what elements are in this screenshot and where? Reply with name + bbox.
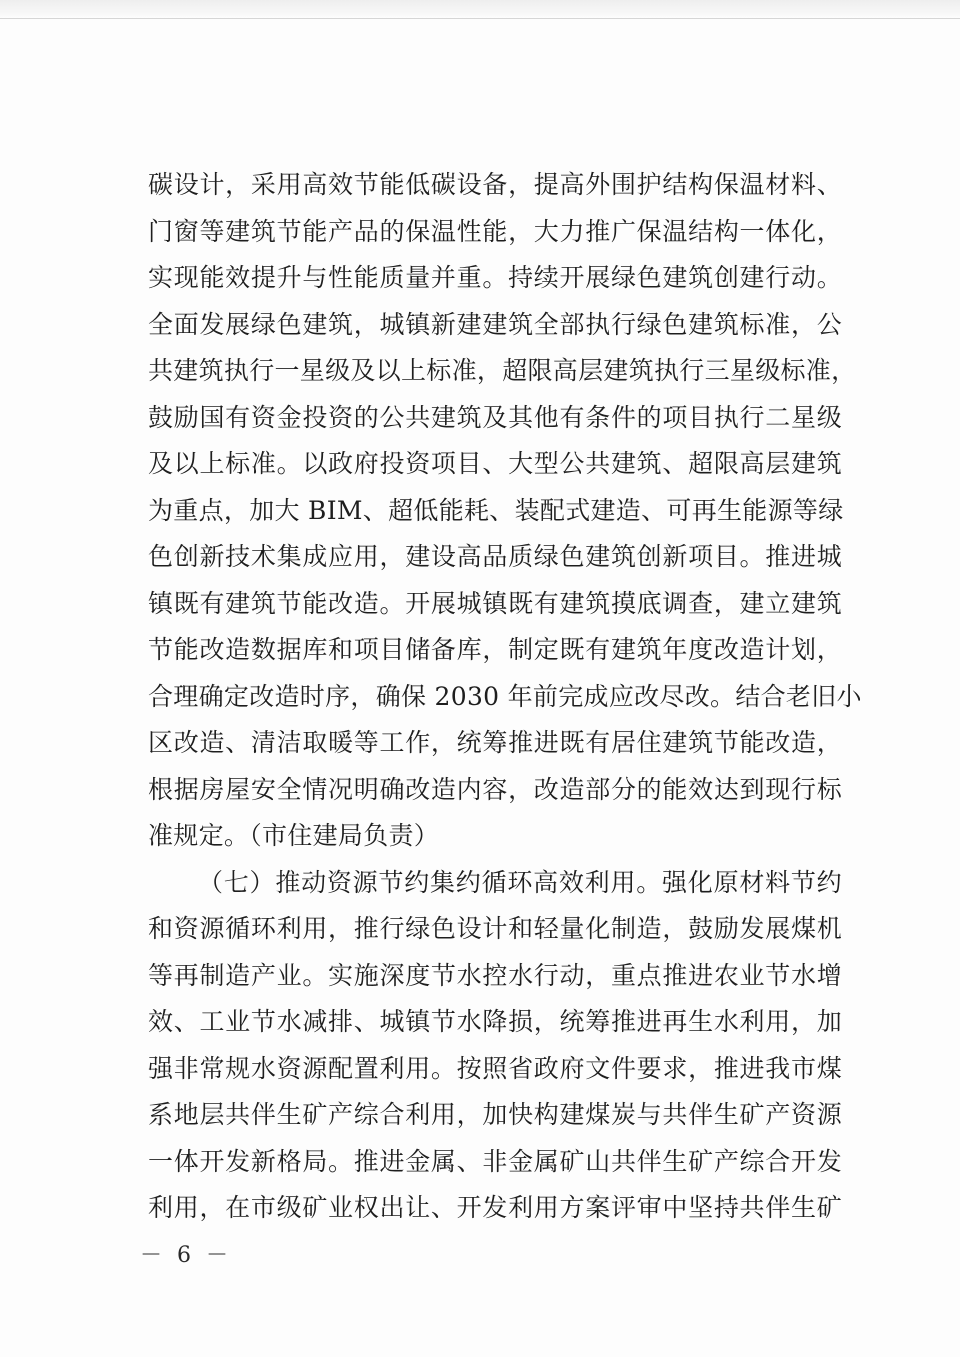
text-line: 节能改造数据库和项目储备库，制定既有建筑年度改造计划， [148,635,842,664]
text-line: 根据房屋安全情况明确改造内容，改造部分的能效达到现行标 [148,774,842,804]
text-line: 为重点，加大 BIM、超低能耗、装配式建造、可再生能源等绿 [148,495,844,525]
scan-top-edge [0,0,960,19]
text-line: 效、工业节水减排、城镇节水降损，统筹推进再生水利用，加 [148,1007,842,1036]
text-line: 合理确定改造时序，确保 2030 年前完成应改尽改。结合老旧小 [148,681,862,711]
text-line: 系地层共伴生矿产综合利用，加快构建煤炭与共伴生矿产资源 [148,1100,842,1129]
text-line: 镇既有建筑节能改造。开展城镇既有建筑摸底调查，建立建筑 [148,588,842,618]
text-line: 碳设计，采用高效节能低碳设备，提高外围护结构保温材料、 [148,170,842,199]
text-line: 和资源循环利用，推行绿色设计和轻量化制造，鼓励发展煤机 [148,914,842,943]
text-line: 一体开发新格局。推进金属、非金属矿山共伴生矿产综合开发 [148,1146,842,1176]
text-line: 鼓励国有资金投资的公共建筑及其他有条件的项目执行二星级 [148,402,842,432]
body-text [148,162,862,1232]
text-line: 区改造、清洁取暖等工作，统筹推进既有居住建筑节能改造， [148,728,842,757]
text-line: 共建筑执行一星级及以上标准，超限高层建筑执行三星级标准， [148,356,857,385]
text-line: 色创新技术集成应用，建设高品质绿色建筑创新项目。推进城 [148,542,842,571]
text-line: 门窗等建筑节能产品的保温性能，大力推广保温结构一体化， [148,216,842,246]
text-line: 强非常规水资源配置利用。按照省政府文件要求，推进我市煤 [148,1053,842,1083]
text-line: 全面发展绿色建筑，城镇新建建筑全部执行绿色建筑标准，公 [148,309,842,339]
text-line: 实现能效提升与性能质量并重。持续开展绿色建筑创建行动。 [148,263,842,292]
paragraph-2 [148,860,842,1232]
text-line: 及以上标准。以政府投资项目、大型公共建筑、超限高层建筑 [148,449,842,478]
paragraph-1 [148,162,862,860]
text-line: 利用，在市级矿业权出让、开发利用方案评审中坚持共伴生矿 [148,1193,842,1222]
text-line: 准规定。（市住建局负责） [148,821,440,850]
text-line: （七）推动资源节约集约循环高效利用。强化原材料节约 [198,867,842,897]
page-number: － 6 － [140,1243,232,1268]
text-line: 等再制造产业。实施深度节水控水行动，重点推进农业节水增 [148,960,842,990]
